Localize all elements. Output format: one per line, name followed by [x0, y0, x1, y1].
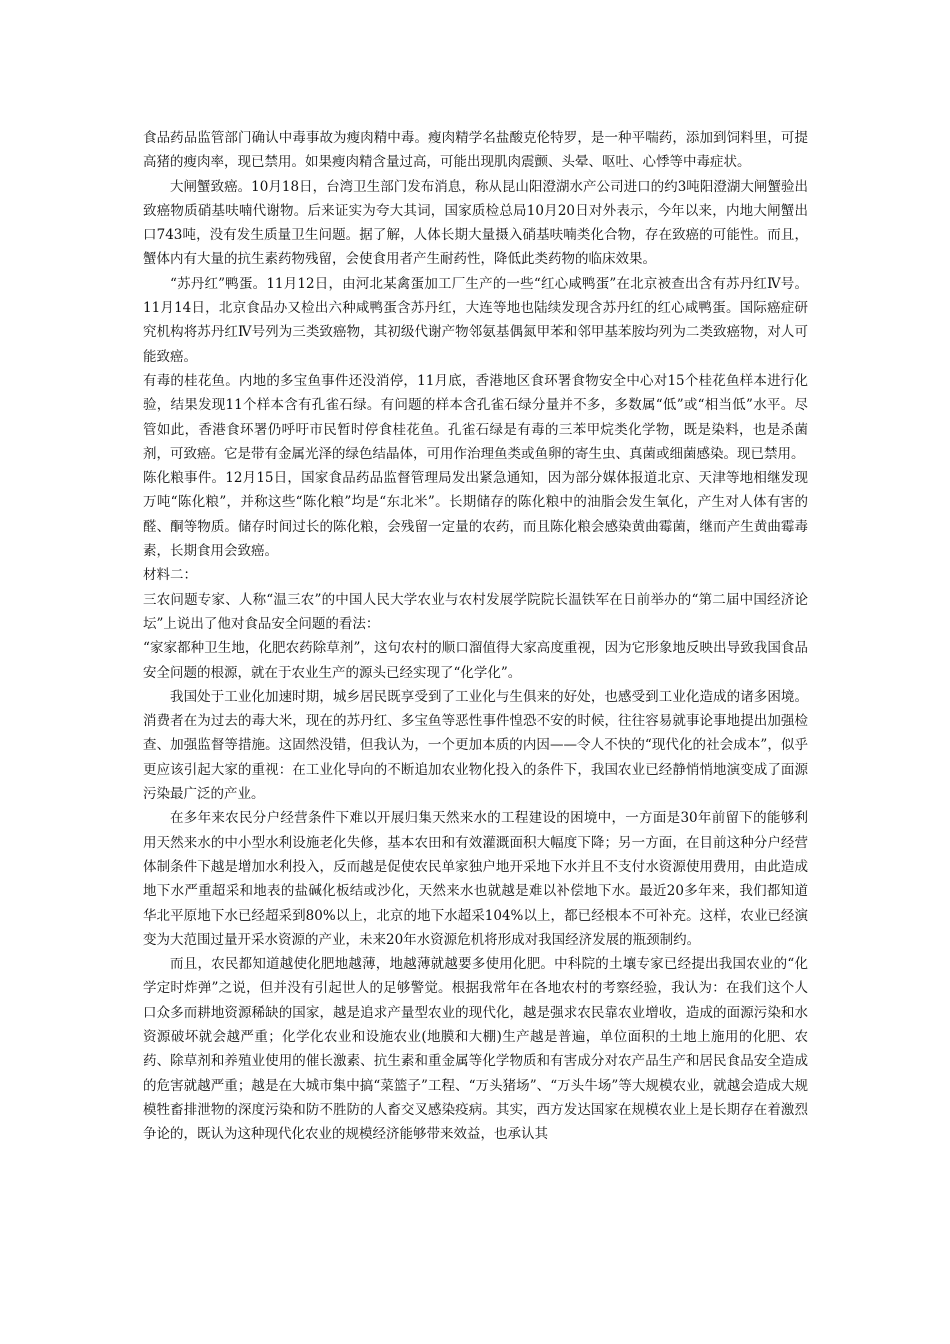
document-body	[143, 126, 808, 1146]
paragraph-clenbuterol-end: 食品药品监管部门确认中毒事故为瘦肉精中毒。瘦肉精学名盐酸克伦特罗，是一种平喘药，添加到饲料里，可提高猪的瘦肉率，现已禁用。如果瘦肉精含量过高，可能出现肌肉震颤、头晕、呕吐、心悸等中毒症状。	[143, 130, 808, 171]
paragraph-fertilizer: 而且，农民都知道越使化肥地越薄，地越薄就越要多使用化肥。中科院的土壤专家已经提出我国农业的“化学定时炸弹”之说，但并没有引起世人的足够警觉。根据我常年在各地农村的考察经验，我认为：在我们这个人口众多而耕地资源稀缺的国家，越是追求产量型农业的现代化，越是强求农民靠农业增收，造成的面源污染和水资源破坏就会越严重；化学化农业和设施农业(地膜和大棚)生产越是普遍，单位面积的土地上施用的化肥、农药、除草剂和养殖业使用的催长激素、抗生素和重金属等化学物质和有害成分对农产品生产和居民食品安全造成的危害就越严重；越是在大城市集中搞“菜篮子”工程、“万头猪场”、“万头牛场”等大规模农业，就越会造成大规模牲畜排泄物的深度污染和防不胜防的人畜交叉感染疫病。其实，西方发达国家在规模农业上是长期存在着激烈争论的，既认为这种现代化农业的规模经济能够带来效益，也承认其	[143, 956, 808, 1143]
material-two-heading: 材料二：	[143, 567, 197, 584]
paragraph-aged-grain: 陈化粮事件。12月15日，国家食品药品监督管理局发出紧急通知，因为部分媒体报道北京、天津等地相继发现万吨“陈化粮”，并称这些“陈化粮”均是“东北米”。长期储存的陈化粮中的油脂会发生氧化，产生对人体有害的醛、酮等物质。储存时间过长的陈化粮，会残留一定量的农药，而且陈化粮会感染黄曲霉菌，继而产生黄曲霉毒素，长期食用会致癌。	[143, 470, 808, 560]
paragraph-sudan-red-eggs: “苏丹红”鸭蛋。11月12日，由河北某禽蛋加工厂生产的一些“红心咸鸭蛋”在北京被查出含有苏丹红Ⅳ号。11月14日，北京食品办又检出六种咸鸭蛋含苏丹红，大连等地也陆续发现含苏丹红的红心咸鸭蛋。国际癌症研究机构将苏丹红Ⅳ号列为三类致癌物，其初级代谢产物邻氨基偶氮甲苯和邻甲基苯胺均列为二类致癌物，对人可能致癌。	[143, 275, 808, 365]
paragraph-rural-saying: “家家都种卫生地，化肥农药除草剂”，这句农村的顺口溜值得大家高度重视，因为它形象地反映出导致我国食品安全问题的根源，就在于农业生产的源头已经实现了“化学化”。	[143, 640, 808, 681]
paragraph-industrialization: 我国处于工业化加速时期，城乡居民既享受到了工业化与生俱来的好处，也感受到工业化造成的诸多困境。消费者在为过去的毒大米，现在的苏丹红、多宝鱼等恶性事件惶恐不安的时候，往往容易就事论事地提出加强检查、加强监督等措施。这固然没错，但我认为，一个更加本质的内因——令人不快的“现代化的社会成本”，似乎更应该引起大家的重视：在工业化导向的不断追加农业物化投入的条件下，我国农业已经静悄悄地演变成了面源污染最广泛的产业。	[143, 688, 808, 803]
paragraph-mandarin-fish: 有毒的桂花鱼。内地的多宝鱼事件还没消停，11月底，香港地区食环署食物安全中心对15个桂花鱼样本进行化验，结果发现11个样本含有孔雀石绿。有问题的样本含孔雀石绿分量并不多，多数属“低”或“相当低”水平。尽管如此，香港食环署仍呼吁市民暂时停食桂花鱼。孔雀石绿是有毒的三苯甲烷类化学物，既是染料，也是杀菌剂，可致癌。它是带有金属光泽的绿色结晶体，可用作治理鱼类或鱼卵的寄生虫、真菌或细菌感染。现已禁用。	[143, 372, 808, 462]
paragraph-water-resources: 在多年来农民分户经营条件下难以开展归集天然来水的工程建设的困境中，一方面是30年前留下的能够利用天然来水的中小型水利设施老化失修，基本农田和有效灌溉面积大幅度下降；另一方面，在目前这种分户经营体制条件下越是增加水利投入，反而越是促使农民单家独户地开采地下水并且不支付水资源使用费用，由此造成地下水严重超采和地表的盐碱化板结或沙化，天然来水也就越是难以补偿地下水。最近20多年来，我们都知道华北平原地下水已经超采到80%以上，北京的地下水超采104%以上，都已经根本不可补充。这样，农业已经演变为大范围过量开采水资源的产业，未来20年水资源危机将形成对我国经济发展的瓶颈制约。	[143, 810, 808, 948]
paragraph-hairy-crab: 大闸蟹致癌。10月18日，台湾卫生部门发布消息，称从昆山阳澄湖水产公司进口的约3吨阳澄湖大闸蟹验出致癌物质硝基呋喃代谢物。后来证实为夸大其词，国家质检总局10月20日对外表示，今年以来，内地大闸蟹出口743吨，没有发生质量卫生问题。据了解，人体长期大量摄入硝基呋喃类化合物，存在致癌的可能性。而且，蟹体内有大量的抗生素药物残留，会使食用者产生耐药性，降低此类药物的临床效果。	[143, 178, 808, 268]
paragraph-wen-tiejun-intro: 三农问题专家、人称“温三农”的中国人民大学农业与农村发展学院院长温铁军在日前举办的“第二届中国经济论坛”上说出了他对食品安全问题的看法：	[143, 591, 808, 632]
